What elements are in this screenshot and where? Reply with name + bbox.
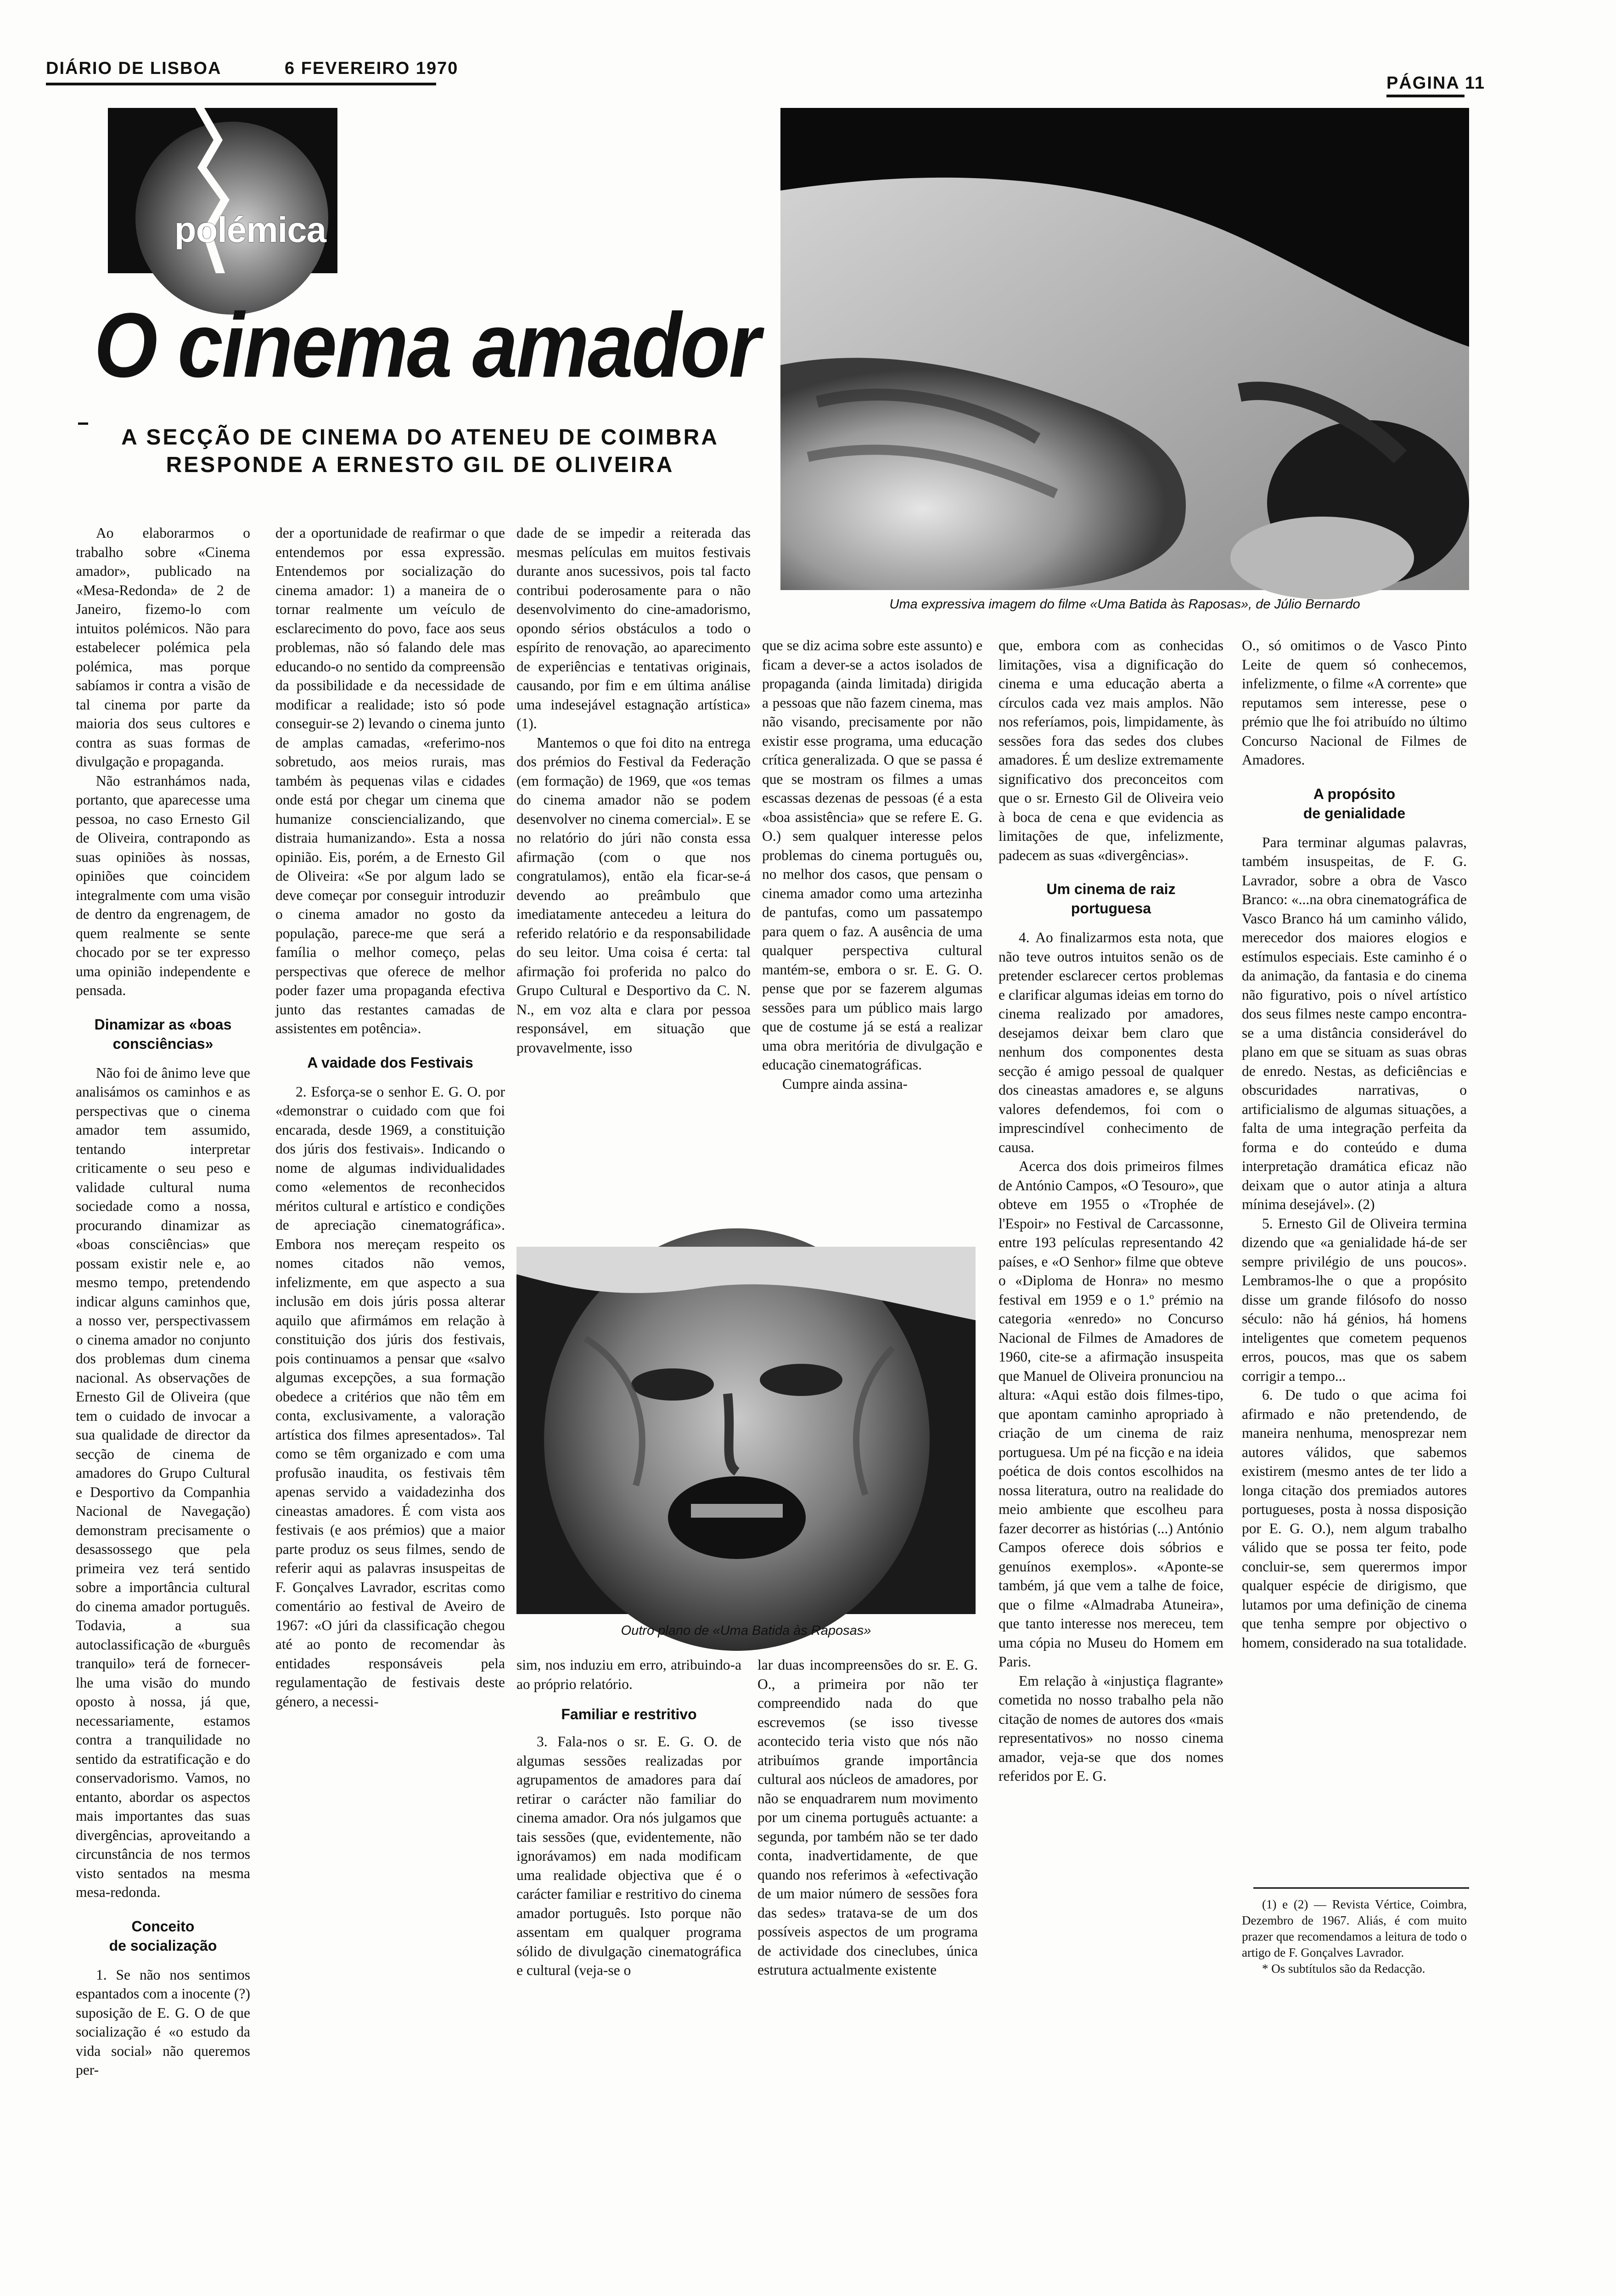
subtitle-line: consciências» xyxy=(112,1035,213,1052)
paragraph: Em relação à «injustiça flagrante» cometida no nosso trabalho pela não citação de nomes de autores dos «mais representativos» no nosso cinema amador, veja-se que dos nomes referidos por E. G. xyxy=(999,1672,1223,1784)
subtitle-line: portuguesa xyxy=(1071,900,1151,917)
paragraph: 3. Fala-nos o sr. E. G. O. de algumas sessões realizadas por agrupamentos de amadores para daí retirar o carácter não familiar do cinema amador. Ora nós julgamos que tais sessões (que, evidentemente, não ignorávamos) em nada modificam uma realidade objectiva que é o carácter familiar e restritivo do cinema amador português. Isto porque não assentam em qualquer programa sólido de divulgação cinematográfica e cultural (veja-se o xyxy=(516,1733,741,1978)
dash-mark xyxy=(78,422,88,425)
paragraph: que, embora com as conhecidas limitações, visa a dignificação do cinema e uma educação aberta a círculos cada vez mais amplos. Não nos referíamos, pois, limpidamente, às sessões fora das sedes dos clubes amadores. É um deslize extremamente significativo dos preconceitos com que o sr. Ernesto Gil de Oliveira veio à boca de cena e que evidencia as limitações de que, infelizmente, padecem as suas «divergências». xyxy=(999,637,1223,863)
subtitle-familiar xyxy=(516,1705,741,1724)
paragraph: 5. Ernesto Gil de Oliveira termina dizendo que «a genialidade há-de ser sempre privilégio de uns poucos». Lembramos-lhe o que a propósito disse um grande filósofo do nosso século: não há génios, há homens inteligentes que cometem pequenos erros, poucos, mas que os sabem corrigir a tempo... xyxy=(1242,1215,1467,1384)
subtitle-line: Familiar e restritivo xyxy=(561,1706,697,1722)
subtitle-line: A vaidade dos Festivais xyxy=(307,1054,473,1071)
paragraph: der a oportunidade de reafirmar o que entendemos por essa expressão. Entendemos por socialização do cinema amador: 1) a maneira de o tornar realmente um veículo de esclarecimento do povo, face aos seus problemas, não só falando dele mas educando-o no sentido da compreensão da possibilidade e da necessidade de modificar a realidade; isto só pode conseguir-se 2) levando o cinema junto de amplas camadas, «referimo-nos sobretudo, aos meios rurais, mas também às pequenas vilas e cidades onde está por chegar um cinema que humanize consciencializando, que distraia humanizando». Esta a nossa opinião. Eis, porém, a de Ernesto Gil de Oliveira: «Se por algum lado se deve começar por conseguir introduzir o cinema amador no gosto da população, parece-me que será a família o melhor começo, pelas perspectivas que oferece de melhor poder fazer uma propaganda efectiva junto das restantes camadas de assistentes em potência». xyxy=(275,525,505,1036)
header-rule-left xyxy=(46,83,436,85)
footnote-rule xyxy=(1253,1887,1469,1889)
column-6 xyxy=(1242,636,1467,2296)
subtitle-line: A propósito xyxy=(1313,785,1396,802)
paragraph: lar duas incompreensões do sr. E. G. O., a primeira por não ter compreendido nada do que escrevemos (se isso tivesse acontecido teria visto que nós não atribuímos grande importância cultural aos núcleos de amadores, por não se enquadrarem num movimento por um cinema português actuante: a segunda, por também não se ter dado conta, inadvertidamente, de que quando nos referimos à «efectivação de um maior número de sessões fora das sedes» tratava-se de um dos possíveis aspectos de um programa de actividade dos cineclubes, única estrutura actualmente existente xyxy=(758,1657,978,1978)
middle-photo-image xyxy=(516,1247,976,1614)
paragraph: 4. Ao finalizarmos esta nota, que não teve outros intuitos senão os de pretender esclarecer certos problemas e clarificar algumas ideias em torno do cinema realizado por amadores, desejamos deixar bem claro que nenhum dos componentes desta secção é amigo pessoal de qualquer dos cineastas amadores e, se alguns valores defendemos, foi com o imprescindível conhecimento de causa. xyxy=(999,929,1223,1155)
paragraph: Ao elaborarmos o trabalho sobre «Cinema amador», publicado na «Mesa-Redonda» de 2 de Janeiro, fizemo-lo com intuitos polémicos. Não para estabelecer polémica pela polémica, mas porque sabíamos ir contra a visão de tal cinema por parte da maioria dos seus cultores e contra as suas formas de divulgação e propaganda. xyxy=(76,525,250,770)
subtitle-line: Dinamizar as «boas xyxy=(94,1016,232,1033)
column-1 xyxy=(76,523,250,2078)
paragraph: Não estranhámos nada, portanto, que aparecesse uma pessoa, no caso Ernesto Gil de Oliveira, contrapondo as suas opiniões às nossas, opiniões que coincidem integralmente com uma visão de dentro da engrenagem, de quem realmente se sente chocado por se ter expresso uma opinião independente e pensada. xyxy=(76,772,250,998)
middle-photo-caption: Outro plano de «Uma Batida às Raposas» xyxy=(621,1623,871,1638)
column-4-bottom xyxy=(758,1655,978,2004)
polemica-logo xyxy=(108,108,337,273)
top-photo-image xyxy=(780,108,1469,590)
subtitle-conceito xyxy=(76,1917,250,1955)
column-3-bottom xyxy=(516,1655,741,2004)
paragraph: Para terminar algumas palavras, também insuspeitas, de F. G. Lavrador, sobre a obra de Vasco Branco: «...na obra cinematográfica de Vasco Branco há um caminho válido, merecedor dos maiores elogios e estímulos especiais. Este caminho é o da animação, da fantasia e do cinema não figurativo, pois o nível artístico dos seus filmes neste campo encontra-se a uma distância considerável do plano em que se situam as suas obras de enredo. Nestas, as deficiências e obscuridades narrativas, o artificialismo de algumas situações, a falta de uma integração perfeita da forma e do conteúdo e duma interpretação dramática eficaz não deixam que o autor atinja a altura mínima desejável». (2) xyxy=(1242,834,1467,1212)
paragraph: 2. Esforça-se o senhor E. G. O. por «demonstrar o cuidado com que foi encarada, desde 1969, a constituição dos júris dos festivais». Indicando o nome de algumas individualidades como «elementos de reconhecidos méritos cultural e artístico e condições de apreciação cinematográfica». Embora nos mereçam respeito os nomes citados não vemos, infelizmente, em que aspecto a sua inclusão em dois júris possa alterar aquilo que afirmámos em relação à constituição dos júris dos festivais, pois continuamos a pensar que «salvo algumas excepções, a sua formação obedece a critérios que não têm em conta, exclusivamente, a valoração artística dos filmes apresentados». Tal como se têm organizado e com uma profusão inaudita, os festivais têm apenas servido a vaidadezinha dos cineastas amadores. É com vista aos festivais (e aos prémios) que a maior parte produz os seus filmes, sendo de referir aqui as palavras insuspeitas de F. Gonçalves Lavrador, escritas como comentário ao festival de Aveiro de 1967: «O júri da classificação chegou até ao ponto de recomendar às entidades responsáveis pela regulamentação de festivais deste género, a necessi- xyxy=(275,1083,505,1710)
polemica-label: polémica xyxy=(174,209,326,250)
subtitle-line: de socialização xyxy=(109,1937,217,1954)
top-photo-caption: Uma expressiva imagem do filme «Uma Batida às Raposas», de Júlio Bernardo xyxy=(889,597,1360,612)
page-number: PÁGINA 11 xyxy=(1386,73,1486,93)
column-5 xyxy=(999,636,1223,2004)
top-photo xyxy=(780,108,1469,590)
subtitle-dinamizar xyxy=(76,1015,250,1053)
subtitle-raiz xyxy=(999,879,1223,918)
footnote xyxy=(1242,1896,1467,2016)
paragraph: que se diz acima sobre este assunto) e ficam a dever-se a actos isolados de propaganda (ainda limitada) dirigida a pessoas que não fazem cinema, mas não visando, precisamente por não existir esse programa, uma educação crítica generalizada. O que se passa é que se mostram os filmes a umas escassas dezenas de pessoas (é a esta «boa assistência» que se refere E. G. O.) sem qualquer interesse pelos problemas do cinema português ou, no melhor dos casos, que pensam o cinema amador como uma artezinha de pantufas, como um passatempo para quem o faz. A ausência de uma qualquer perspectiva cultural mantém-se, embora o sr. E. G. O. pense que por se fazerem algumas sessões para um público mais largo que de costume já se está a realizar uma obra meritória de divulgação e educação cinematográficas. xyxy=(762,637,982,1073)
paragraph: 1. Se não nos sentimos espantados com a inocente (?) suposição de E. G. O de que socialização é «o estudo da vida social» não queremos per- xyxy=(76,1966,250,2078)
issue-date: 6 FEVEREIRO 1970 xyxy=(285,59,459,78)
subheadline-line-1: A SECÇÃO DE CINEMA DO ATENEU DE COIMBRA xyxy=(121,425,719,450)
column-2 xyxy=(275,523,505,2002)
header-rule-right xyxy=(1386,95,1464,97)
paragraph: Não foi de ânimo leve que analisámos os caminhos e as perspectivas que o cinema amador tem assumido, tentando interpretar criticamente o seu peso e validade cultural numa sociedade como a nossa, procurando dinamizar as «boas consciências» que possam existir nele e, ao mesmo tempo, pretendendo indicar alguns caminhos que, a nosso ver, perspectivassem o cinema amador no conjunto dos problemas dum cinema nacional. As observações de Ernesto Gil de Oliveira (que tem o cuidado de invocar a sua qualidade de director da secção de cinema de amadores do Grupo Cultural e Desportivo da Companhia Nacional de Navegação) demonstram precisamente o desassossego que pela primeira vez terá sentido sobre a importância cultural do cinema amador português. Todavia, a sua autoclassificação de «burguês tranquilo» terá de fornecer-lhe uma visão do mundo oposto à nossa, já que, necessariamente, estamos contra a tranquilidade no sentido da estratificação e do conservadorismo. Vamos, no entanto, abordar os aspectos mais importantes das suas divergências, aproveitando a circunstância de nos termos visto sentados na mesma mesa-redonda. xyxy=(76,1064,250,1900)
middle-photo xyxy=(516,1247,976,1614)
paragraph: Mantemos o que foi dito na entrega dos prémios do Festival da Federação (em formação) de 1969, que «os temas do cinema amador não se podem desenvolver no cinema comercial». E se no relatório do júri não consta essa afirmação (com o que nos congratulamos), então ela ficar-se-á devendo ao preâmbulo que imediatamente antecedeu a leitura do referido relatório e da responsabilidade do seu leitor. Uma coisa é certa: tal afirmação foi proferida no palco do Grupo Cultural e Desportivo da C. N. N., em voz alta e clara por pessoa responsável, em situação que provavelmente, isso xyxy=(516,734,751,1056)
footnote-text: * Os subtítulos são da Redacção. xyxy=(1262,1962,1425,1975)
paragraph: dade de se impedir a reiterada das mesmas películas em muitos festivais durante anos sucessivos, pois tal facto contribui poderosamente para o não desenvolvimento do cine-amadorismo, opondo sérios obstáculos a todo o espírito de renovação, ao aparecimento de experiências e tentativas originais, causando, por fim e em última análise uma indesejável estagnação artística» (1). xyxy=(516,525,751,732)
paragraph: 6. De tudo o que acima foi afirmado e não pretendendo, de maneira nenhuma, menosprezar nem autores válidos, que sabemos existirem (mesmo antes de ter lido a longa citação dos premiados autores portugueses, posta à nossa disposição por E. G. O.), nem algum trabalho válido que se possa ter feito, pode concluir-se, sem querermos impor qualquer espécie de dirigismo, que lutamos por uma definição de cinema que tenha sempre por objectivo o homem, considerado na sua totalidade. xyxy=(1242,1387,1467,1651)
subheadline-line-2: RESPONDE A ERNESTO GIL DE OLIVEIRA xyxy=(166,453,674,477)
subtitle-vaidade xyxy=(275,1053,505,1072)
column-3 xyxy=(516,523,751,1231)
column-4 xyxy=(762,636,982,1233)
newspaper-name: DIÁRIO DE LISBOA xyxy=(46,59,222,78)
paragraph: sim, nos induziu em erro, atribuindo-a ao próprio relatório. xyxy=(516,1657,741,1692)
paragraph: Cumpre ainda assina- xyxy=(782,1075,908,1092)
paragraph: O., só omitimos o de Vasco Pinto Leite de quem só conhecemos, infelizmente, o filme «A corrente» que reputamos sem interesse, pese o prémio que lhe foi atribuído no último Concurso Nacional de Filmes de Amadores. xyxy=(1242,637,1467,768)
subtitle-line: Conceito xyxy=(131,1918,195,1935)
subtitle-line: Um cinema de raiz xyxy=(1046,881,1176,897)
subtitle-line: de genialidade xyxy=(1303,805,1406,822)
footnote-text: (1) e (2) — Revista Vértice, Coimbra, Dezembro de 1967. Aliás, é com muito prazer que recomendamos a leitura de todo o artigo de F. Gonçalves Lavrador. xyxy=(1242,1897,1467,1959)
subtitle-genialidade xyxy=(1242,784,1467,823)
paragraph: Acerca dos dois primeiros filmes de António Campos, «O Tesouro», que obteve em 1955 o «Trophée de l'Espoir» no Festival de Carcassonne, entre 193 películas representando 42 países, e «O Senhor» filme que obteve o «Diploma de Honra» no mesmo festival em 1959 e o 1.º prémio na categoria «enredo» no Concurso Nacional de Filmes de Amadores de 1960, cite-se a afirmação insuspeita que Manuel de Oliveira pronunciou na altura: «Aqui estão dois filmes-tipo, que apontam caminho apropriado à criação de um cinema de raiz portuguesa. Um pé na ficção e na ideia poética de dois contos escolhidos na nossa literatura, outro na realidade do meio ambiente que escolheu para fazer decorrer as histórias (...) António Campos oferece dois sóbrios e genuínos exemplos». «Aponte-se também, já que vem a talhe de foice, que o filme «Almadraba Atuneira», que tanto interesse nos mereceu, tem uma cópia no Museu do Homem em Paris. xyxy=(999,1158,1223,1670)
headline: O cinema amador xyxy=(94,294,759,396)
